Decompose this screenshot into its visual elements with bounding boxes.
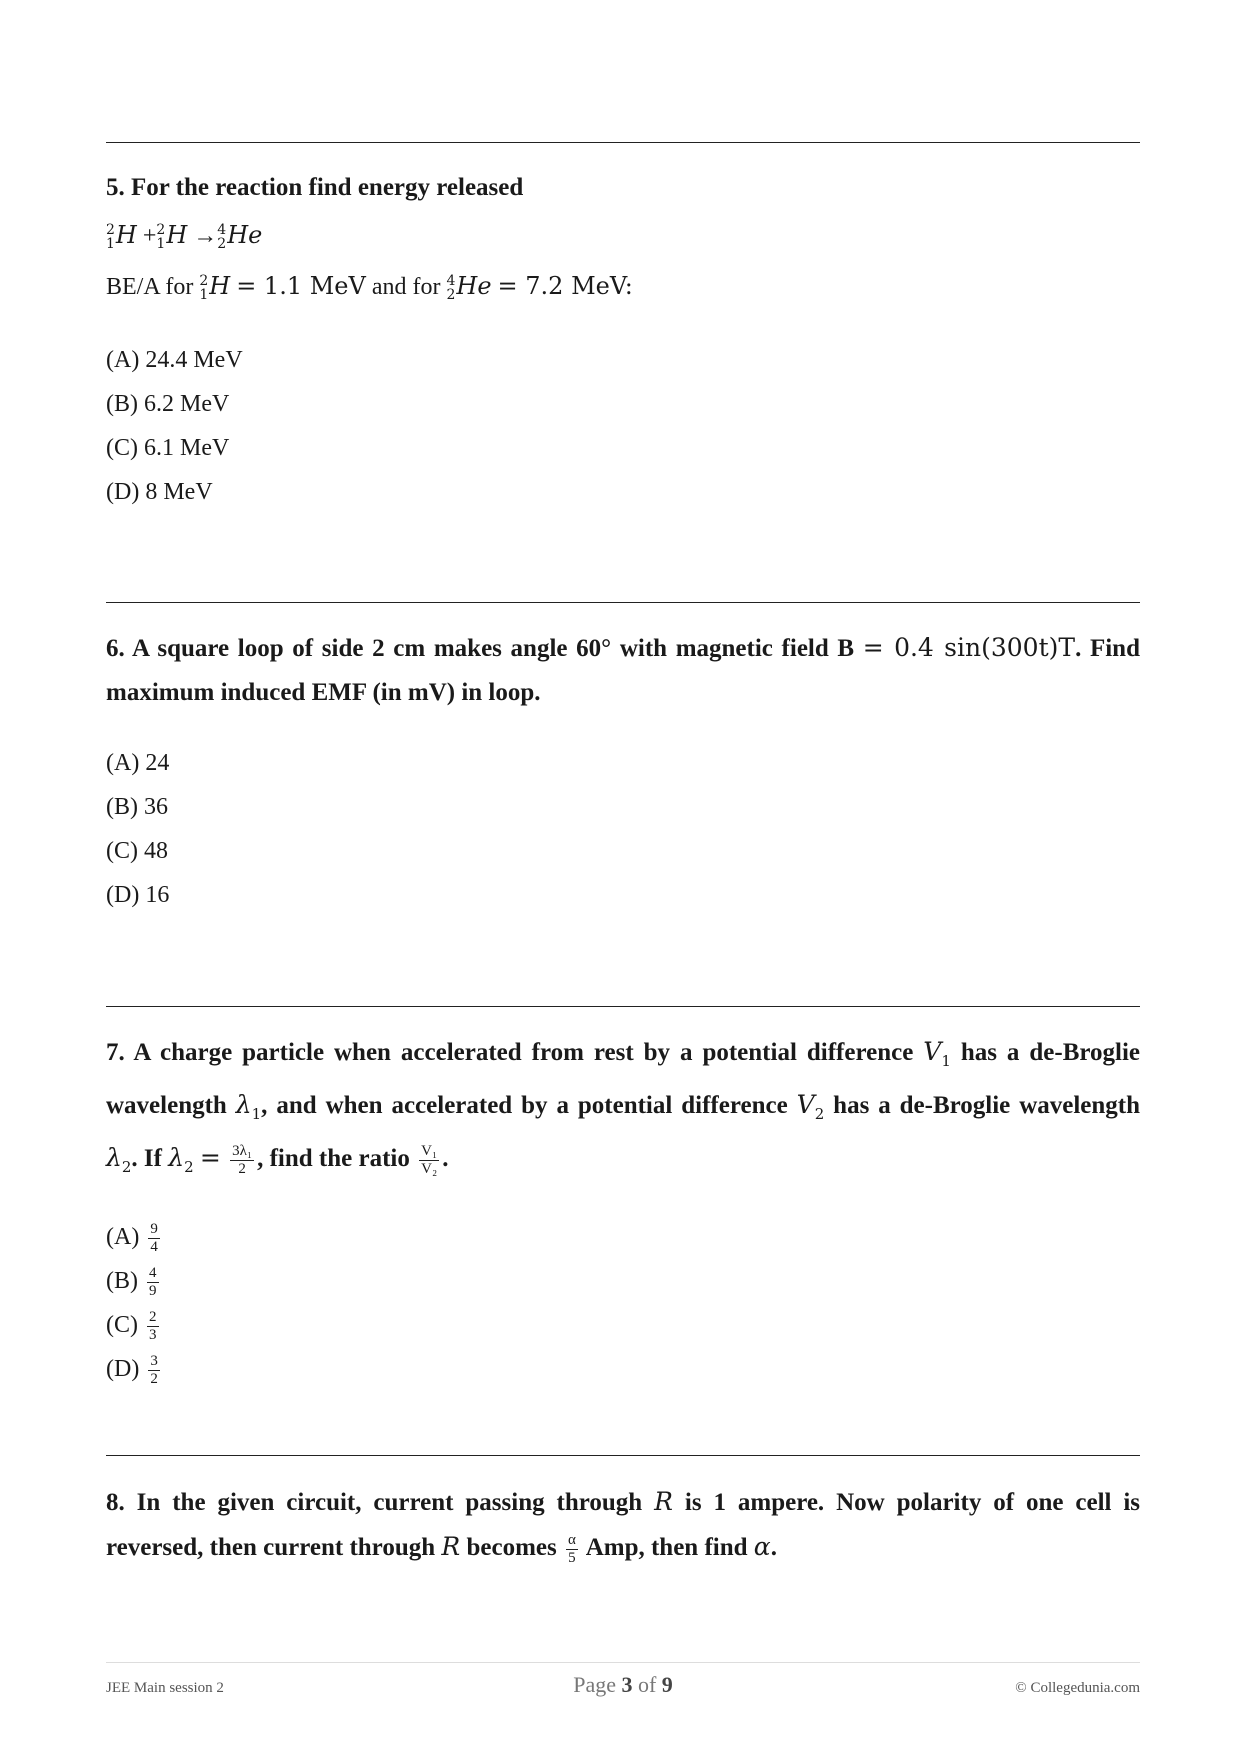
option-c[interactable]: (C) $\frac{2}{3}$ [106, 1308, 157, 1343]
option-c[interactable]: (C) 48 [106, 838, 168, 864]
option-b[interactable]: (B) $\frac{4}{9}$ [106, 1264, 157, 1299]
question-text [106, 166, 1140, 210]
binding-energy-line: BE/A for 2 1 H = 1.1 MeV and for 4 2 He = 7.2 MeV: [106, 272, 633, 304]
question-number: 5. [106, 174, 125, 201]
question-8 [106, 1480, 1140, 1570]
question-5 [106, 166, 1140, 514]
footer-divider [106, 1662, 1140, 1663]
question-6 [106, 626, 1140, 917]
option-d[interactable]: (D) $\frac{3}{2}$ [106, 1352, 158, 1387]
field-formula: = 0.4 sin(300t)T [862, 633, 1076, 662]
divider [106, 1455, 1140, 1456]
voltage-ratio: $\frac{\text{V₁}}{\text{V₂}}$ [421, 1142, 438, 1177]
option-d[interactable]: (D) 16 [106, 882, 170, 908]
question-body: For the reaction find energy released [131, 174, 524, 201]
question-7 [106, 1030, 1140, 1391]
options-list [106, 1215, 1140, 1391]
options-list [106, 338, 1140, 514]
question-text: 6. A square loop of side 2 cm makes angle 60° with magnetic field B = 0.4 sin(300t)T. Find maximum induced EMF (in mV) in loop. [106, 633, 1140, 706]
question-text: 7. A charge particle when accelerated from rest by a potential difference $V_1$ has a de-Broglie wavelength $\lambda_1$, and when accelerated by a potential difference $V_2$ has a de-Broglie wavelength $\lambda_2$. If $\lambda_2$ = $\frac{\text{3λ₁}}{2}$ , find the ratio $\frac{\text{V₁}}{\text{V₂}}$ . [106, 1037, 1141, 1177]
option-c[interactable]: (C) 6.1 MeV [106, 435, 230, 461]
option-a[interactable]: (A) 24 [106, 750, 170, 776]
alpha-fraction: $\frac{\alpha}{5}$ [567, 1531, 576, 1566]
options-list [106, 741, 1140, 917]
option-a[interactable]: (A) $\frac{9}{4}$ [106, 1220, 158, 1255]
option-d[interactable]: (D) 8 MeV [106, 479, 213, 505]
divider [106, 1006, 1140, 1007]
question-number: 8. [106, 1489, 125, 1516]
option-a[interactable]: (A) 24.4 MeV [106, 347, 243, 373]
question-body: A square loop of side 2 cm makes angle 60° with magnetic field B [132, 635, 855, 662]
option-b[interactable]: (B) 6.2 MeV [106, 391, 230, 417]
divider [106, 602, 1140, 603]
page-footer [106, 1672, 1140, 1702]
divider [106, 142, 1140, 143]
document-page [106, 0, 1140, 1754]
question-number: 7. [106, 1039, 125, 1066]
option-b[interactable]: (B) 36 [106, 794, 168, 820]
page-indicator: Page 3 of 9 [573, 1672, 673, 1697]
exam-name: JEE Main session 2 [106, 1680, 224, 1696]
reaction-equation: 2 1 H + 2 1 H → 4 2 He [106, 221, 263, 253]
copyright: © Collegedunia.com [1015, 1680, 1140, 1696]
question-number: 6. [106, 635, 125, 662]
question-text: 8. In the given circuit, current passing through R is 1 ampere. Now polarity of one cell is reversed, then current through R becomes $\frac{\alpha}{5}$ Amp, then find α. [106, 1487, 1141, 1566]
lambda-fraction: $\frac{\text{3λ₁}}{2}$ [232, 1142, 253, 1177]
